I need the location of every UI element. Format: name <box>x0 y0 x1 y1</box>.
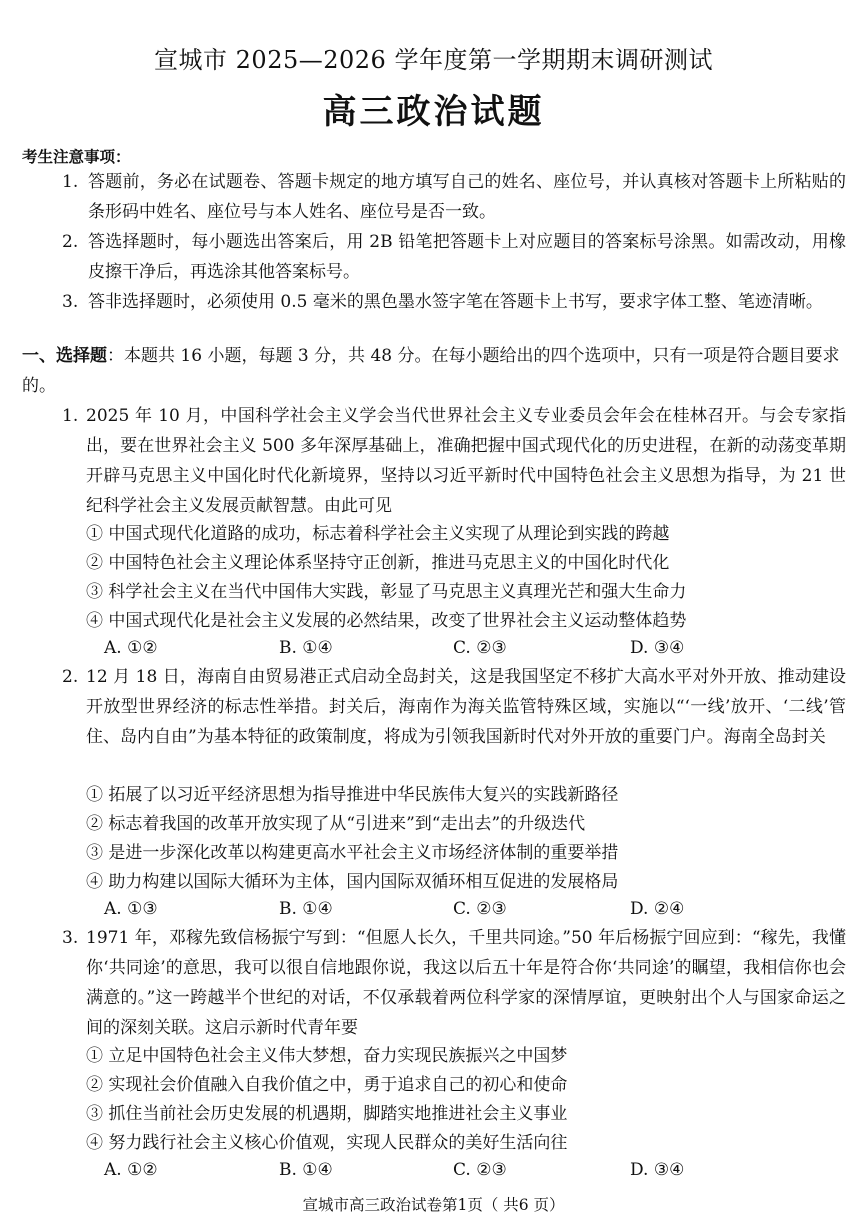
choice-a: A. ①② <box>104 1160 158 1180</box>
choice-c: C. ②③ <box>453 638 507 658</box>
question-option: ① 立足中国特色社会主义伟大梦想，奋力实现民族振兴之中国梦 <box>86 1046 568 1066</box>
choice-c: C. ②③ <box>453 1160 507 1180</box>
exam-subtitle: 高三政治试题 <box>322 92 545 132</box>
notice-item-number: 2. <box>62 232 79 252</box>
question-stem: 12 月 18 日，海南自由贸易港正式启动全岛封关，这是我国坚定不移扩大高水平对外开放、推动建设开放型世界经济的标志性举措。封关后，海南作为海关监管特殊区域，实施以“‘一线’放开、‘二线’管住、岛内自由”为基本特征的政策制度，将成为引领我国新时代对外开放的重要门户。海南全岛封关 <box>86 667 846 747</box>
choice-d: D. ②④ <box>630 899 685 919</box>
question-option: ④ 努力践行社会主义核心价值观，实现人民群众的美好生活向往 <box>86 1133 568 1153</box>
answer-choices <box>104 633 804 663</box>
question-3 <box>62 923 846 1043</box>
page-footer: 宣城市高三政治试卷第1页（ 共6 页） <box>302 1196 565 1214</box>
section-description: ：本题共 16 小题，每题 3 分，共 48 分。在每小题给出的四个选项中，只有一项是符合题目要求的。 <box>22 346 840 396</box>
question-option: ③ 是进一步深化改革以构建更高水平社会主义市场经济体制的重要举措 <box>86 843 619 863</box>
notice-item-text: 答非选择题时，必须使用 0.5 毫米的黑色墨水签字笔在答题卡上书写，要求字体工整、笔迹清晰。 <box>88 292 823 312</box>
question-option: ④ 中国式现代化是社会主义发展的必然结果，改变了世界社会主义运动整体趋势 <box>86 611 687 631</box>
question-1 <box>62 401 846 521</box>
question-option: ② 标志着我国的改革开放实现了从“引进来”到“走出去”的升级迭代 <box>86 814 586 834</box>
question-stem: 2025 年 10 月，中国科学社会主义学会当代世界社会主义专业委员会年会在桂林召开。与会专家指出，要在世界社会主义 500 多年深厚基础上，准确把握中国式现代化的历史进程，在新的动荡变革期开辟马克思主义中国化时代化新境界，坚持以习近平新时代中国特色社会主义思想为指导，为 21 世纪科学社会主义发展贡献智慧。由此可见 <box>86 406 847 516</box>
answer-choices <box>104 1155 804 1185</box>
notice-item-text: 答题前，务必在试题卷、答题卡规定的地方填写自己的姓名、座位号，并认真核对答题卡上所粘贴的条形码中姓名、座位号与本人姓名、座位号是否一致。 <box>88 172 846 222</box>
notice-item-number: 3. <box>62 292 79 312</box>
question-number: 2. <box>62 667 79 687</box>
question-2 <box>62 662 846 752</box>
question-option: ③ 科学社会主义在当代中国伟大实践，彰显了马克思主义真理光芒和强大生命力 <box>86 582 687 602</box>
notice-item <box>62 227 846 287</box>
question-number: 3. <box>62 928 79 948</box>
choice-d: D. ③④ <box>630 638 685 658</box>
question-option: ① 中国式现代化道路的成功，标志着科学社会主义实现了从理论到实践的跨越 <box>86 524 670 544</box>
question-option: ① 拓展了以习近平经济思想为指导推进中华民族伟大复兴的实践新路径 <box>86 785 619 805</box>
section-header <box>22 341 846 401</box>
notice-item <box>62 167 846 227</box>
question-option: ② 中国特色社会主义理论体系坚持守正创新，推进马克思主义的中国化时代化 <box>86 553 670 573</box>
choice-a: A. ①③ <box>104 899 158 919</box>
choice-d: D. ③④ <box>630 1160 685 1180</box>
choice-b: B. ①④ <box>279 638 333 658</box>
choice-a: A. ①② <box>104 638 158 658</box>
notice-heading: 考生注意事项： <box>22 147 131 166</box>
choice-b: B. ①④ <box>279 1160 333 1180</box>
answer-choices <box>104 894 804 924</box>
question-stem: 1971 年，邓稼先致信杨振宁写到：“但愿人长久，千里共同途。”50 年后杨振宁回应到：“稼先，我懂你‘共同途’的意思，我可以很自信地跟你说，我这以后五十年是符合你‘共同途’的瞩望，我相信你也会满意的。”这一跨越半个世纪的对话，不仅承载着两位科学家的深情厚谊，更映射出个人与国家命运之间的深刻关联。这启示新时代青年要 <box>86 928 846 1038</box>
section-title: 一、选择题 <box>22 346 107 366</box>
question-option: ④ 助力构建以国际大循环为主体，国内国际双循环相互促进的发展格局 <box>86 872 619 892</box>
choice-c: C. ②③ <box>453 899 507 919</box>
question-option: ③ 抓住当前社会历史发展的机遇期，脚踏实地推进社会主义事业 <box>86 1104 568 1124</box>
notice-item-text: 答选择题时，每小题选出答案后，用 2B 铅笔把答题卡上对应题目的答案标号涂黑。如需改动，用橡皮擦干净后，再选涂其他答案标号。 <box>88 232 846 282</box>
notice-item <box>62 287 846 317</box>
question-number: 1. <box>62 406 79 426</box>
notice-item-number: 1. <box>62 172 79 192</box>
question-option: ② 实现社会价值融入自我价值之中，勇于追求自己的初心和使命 <box>86 1075 568 1095</box>
choice-b: B. ①④ <box>279 899 333 919</box>
exam-title: 宣城市 2025—2026 学年度第一学期期末调研测试 <box>154 46 713 74</box>
